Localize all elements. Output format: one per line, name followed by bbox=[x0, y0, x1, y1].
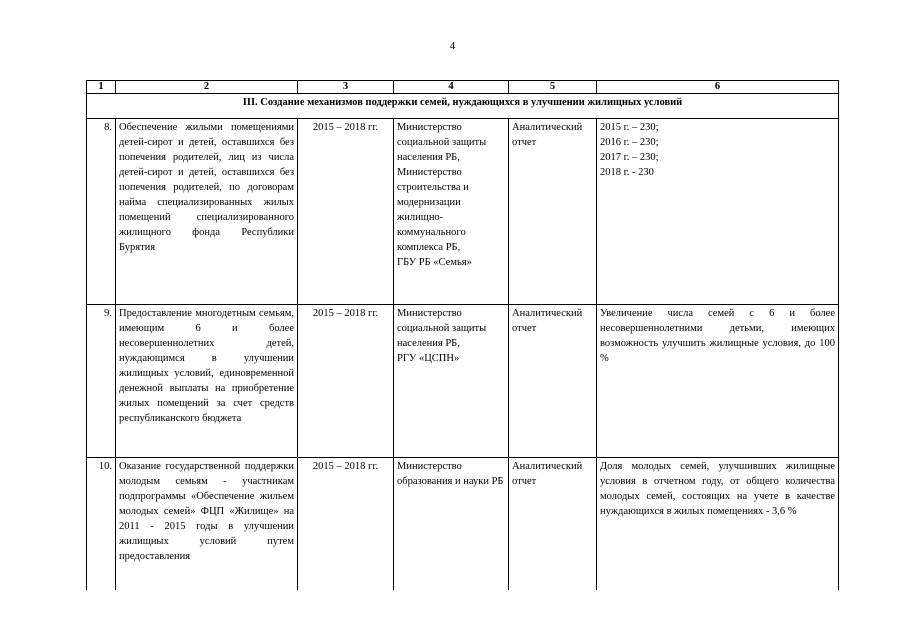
row-number: 9. bbox=[87, 305, 116, 458]
executors-cell: Министерство образования и науки РБ bbox=[394, 458, 509, 591]
indicator-cell: Доля молодых семей, улучшивших жилищные условия в отчетном году, от общего количества молодых семей, состоящих на учете в качестве нуждающихся в жилых помещениях - 3,6 % bbox=[597, 458, 839, 591]
header-row bbox=[87, 81, 839, 94]
indicator-cell: Увеличение числа семей с 6 и более несовершеннолетними детьми, имеющих возможность улучшить жилищные условия, до 100 % bbox=[597, 305, 839, 458]
table-row bbox=[87, 458, 839, 591]
report-cell: Аналитический отчет bbox=[509, 119, 597, 305]
executors-cell: Министерство социальной защиты населения РБ, Министерство строительства и модернизации жилищно-коммунального комплекса РБ, ГБУ РБ «Семья» bbox=[394, 119, 509, 305]
header-cell-6: 6 bbox=[597, 81, 839, 94]
indicator-cell: 2015 г. – 230; 2016 г. – 230; 2017 г. – 230; 2018 г. - 230 bbox=[597, 119, 839, 305]
row-number: 10. bbox=[87, 458, 116, 591]
report-cell: Аналитический отчет bbox=[509, 458, 597, 591]
executors-cell: Министерство социальной защиты населения РБ, РГУ «ЦСПН» bbox=[394, 305, 509, 458]
table-row bbox=[87, 305, 839, 458]
header-cell-2: 2 bbox=[116, 81, 298, 94]
section-title: III. Создание механизмов поддержки семей, нуждающихся в улучшении жилищных условий bbox=[87, 94, 839, 119]
measures-table bbox=[86, 80, 839, 590]
header-cell-1: 1 bbox=[87, 81, 116, 94]
header-cell-3: 3 bbox=[298, 81, 394, 94]
period-cell: 2015 – 2018 гг. bbox=[298, 119, 394, 305]
section-row bbox=[87, 94, 839, 119]
measure-cell: Предоставление многодетным семьям, имеющим 6 и более несовершеннолетних детей, нуждающимся в улучшении жилищных условий, единовременной денежной выплаты на приобретение жилых помещений за счет средств республиканского бюджета bbox=[116, 305, 298, 458]
row-number: 8. bbox=[87, 119, 116, 305]
header-cell-5: 5 bbox=[509, 81, 597, 94]
measure-cell: Обеспечение жилыми помещениями детей-сирот и детей, оставшихся без попечения родителей, лиц из числа детей-сирот и детей, оставшихся без попечения родителей, по договорам найма специализированных жилых помещений специализированного жилищного фонда Республики Бурятия bbox=[116, 119, 298, 305]
table-row bbox=[87, 119, 839, 305]
period-cell: 2015 – 2018 гг. bbox=[298, 305, 394, 458]
measure-cell: Оказание государственной поддержки молодым семьям - участникам подпрограммы «Обеспечение жильем молодых семей» ФЦП «Жилище» на 2011 - 2015 годы в улучшении жилищных условий путем предоставления bbox=[116, 458, 298, 591]
period-cell: 2015 – 2018 гг. bbox=[298, 458, 394, 591]
report-cell: Аналитический отчет bbox=[509, 305, 597, 458]
header-cell-4: 4 bbox=[394, 81, 509, 94]
page-number: 4 bbox=[449, 40, 456, 52]
